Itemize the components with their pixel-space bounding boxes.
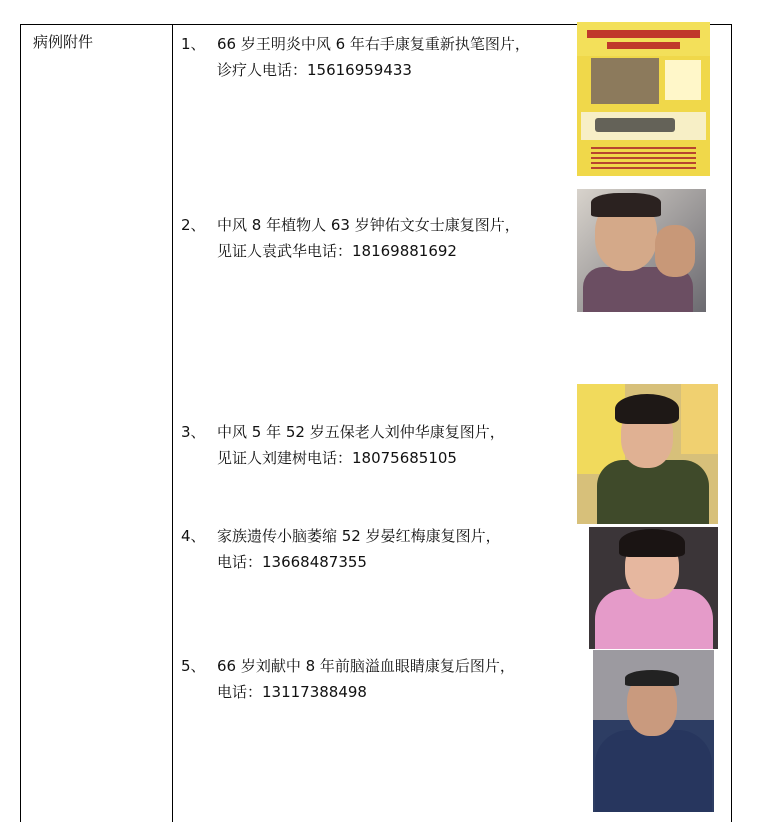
case-photo-4 bbox=[589, 527, 718, 649]
case-item-3 bbox=[181, 419, 581, 475]
case-description: 家族遗传小脑萎缩 52 岁晏红梅康复图片， bbox=[217, 527, 501, 545]
case-item-2 bbox=[181, 212, 581, 268]
case-photo-3 bbox=[577, 384, 718, 524]
case-number: 5、 bbox=[181, 657, 206, 675]
case-description: 中风 8 年植物人 63 岁钟佑文女士康复图片， bbox=[217, 216, 520, 234]
case-item-5 bbox=[181, 653, 581, 709]
case-photo-2 bbox=[577, 189, 706, 312]
case-contact: 电话：13668487355 bbox=[217, 553, 367, 571]
case-description: 中风 5 年 52 岁五保老人刘仲华康复图片， bbox=[217, 423, 505, 441]
case-description: 66 岁刘献中 8 年前脑溢血眼睛康复后图片， bbox=[217, 657, 515, 675]
case-photo-5 bbox=[593, 650, 714, 812]
case-contact: 诊疗人电话：15616959433 bbox=[217, 61, 412, 79]
case-contact: 见证人袁武华电话：18169881692 bbox=[217, 242, 457, 260]
case-number: 3、 bbox=[181, 423, 206, 441]
case-contact: 见证人刘建树电话：18075685105 bbox=[217, 449, 457, 467]
case-item-1 bbox=[181, 31, 581, 87]
case-number: 1、 bbox=[181, 35, 206, 53]
case-item-4 bbox=[181, 523, 581, 579]
row-label: 病例附件 bbox=[33, 33, 94, 51]
case-photo-1-flyer bbox=[577, 22, 710, 176]
case-number: 4、 bbox=[181, 527, 206, 545]
case-number: 2、 bbox=[181, 216, 206, 234]
case-description: 66 岁王明炎中风 6 年右手康复重新执笔图片， bbox=[217, 35, 530, 53]
case-contact: 电话：13117388498 bbox=[217, 683, 367, 701]
column-divider bbox=[172, 24, 173, 822]
